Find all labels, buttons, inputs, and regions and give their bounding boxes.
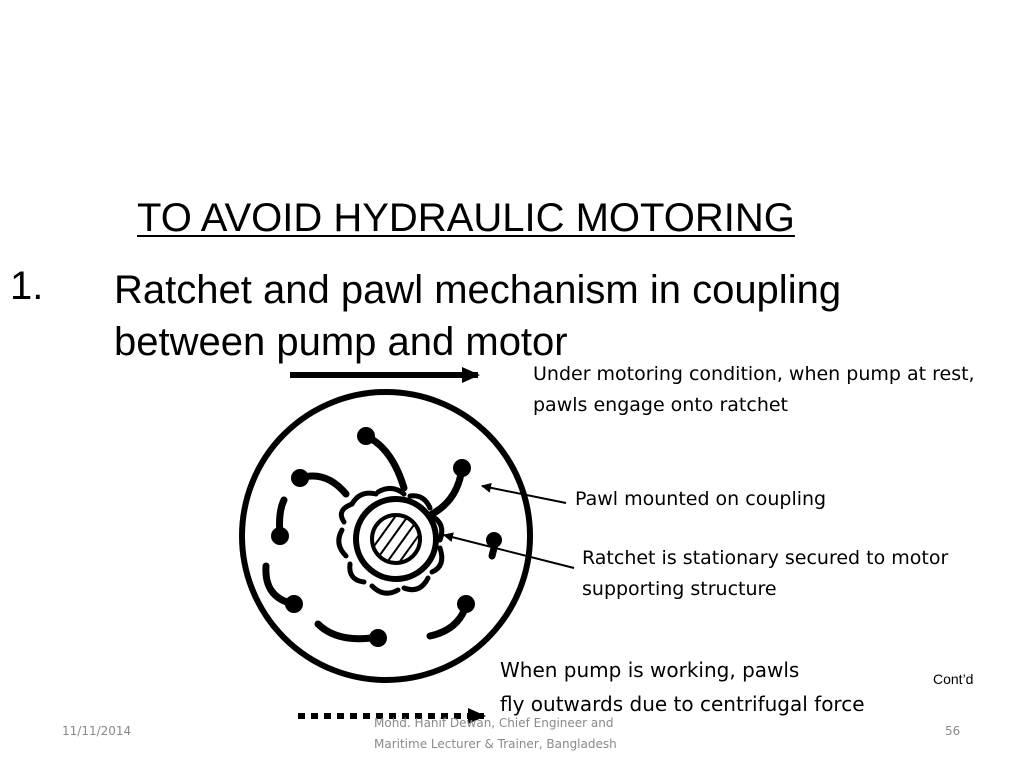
ratchet-annotation-line-1: Ratchet is stationary secured to motor <box>582 547 949 569</box>
pawl-head-1 <box>357 427 375 445</box>
pawl-head-7 <box>457 595 475 613</box>
bullet-number: 1. <box>10 264 44 308</box>
working-annotation <box>500 653 865 721</box>
bullet-line-1: Ratchet and pawl mechanism in coupling <box>114 268 842 312</box>
ratchet-annotation <box>582 543 948 605</box>
footer-author-line-2: Maritime Lecturer & Trainer, Bangladesh <box>374 737 617 751</box>
pawl-head-5 <box>285 595 303 613</box>
pawl-head-6 <box>369 629 387 647</box>
pawl-arm-1 <box>366 436 404 488</box>
continued-note: Cont’d <box>933 671 974 687</box>
motoring-annotation-line-1: Under motoring condition, when pump at rest, <box>533 363 975 385</box>
pawl-arm-6 <box>318 624 372 639</box>
motoring-annotation-line-2: pawls engage onto ratchet <box>533 394 788 416</box>
working-annotation-line-2: fly outwards due to centrifugal force <box>500 692 865 716</box>
motoring-annotation <box>533 359 975 421</box>
pawl-head-4 <box>271 527 289 545</box>
slide-title: TO AVOID HYDRAULIC MOTORING <box>137 196 795 240</box>
footer-author-line-1: Mohd. Hanif Dewan, Chief Engineer and <box>374 716 614 730</box>
pawl-annotation: Pawl mounted on coupling <box>575 488 827 510</box>
bullet-line-2: between pump and motor <box>114 320 568 364</box>
pawl-head-3 <box>291 469 309 487</box>
working-annotation-line-1: When pump is working, pawls <box>500 658 800 682</box>
ratchet-annotation-line-2: supporting structure <box>582 578 777 600</box>
footer-author <box>374 713 617 755</box>
ratchet-leader-arrow <box>444 535 574 568</box>
pawl-head-2 <box>453 459 471 477</box>
footer-page-number: 56 <box>945 724 961 738</box>
footer-date: 11/11/2014 <box>62 724 132 738</box>
